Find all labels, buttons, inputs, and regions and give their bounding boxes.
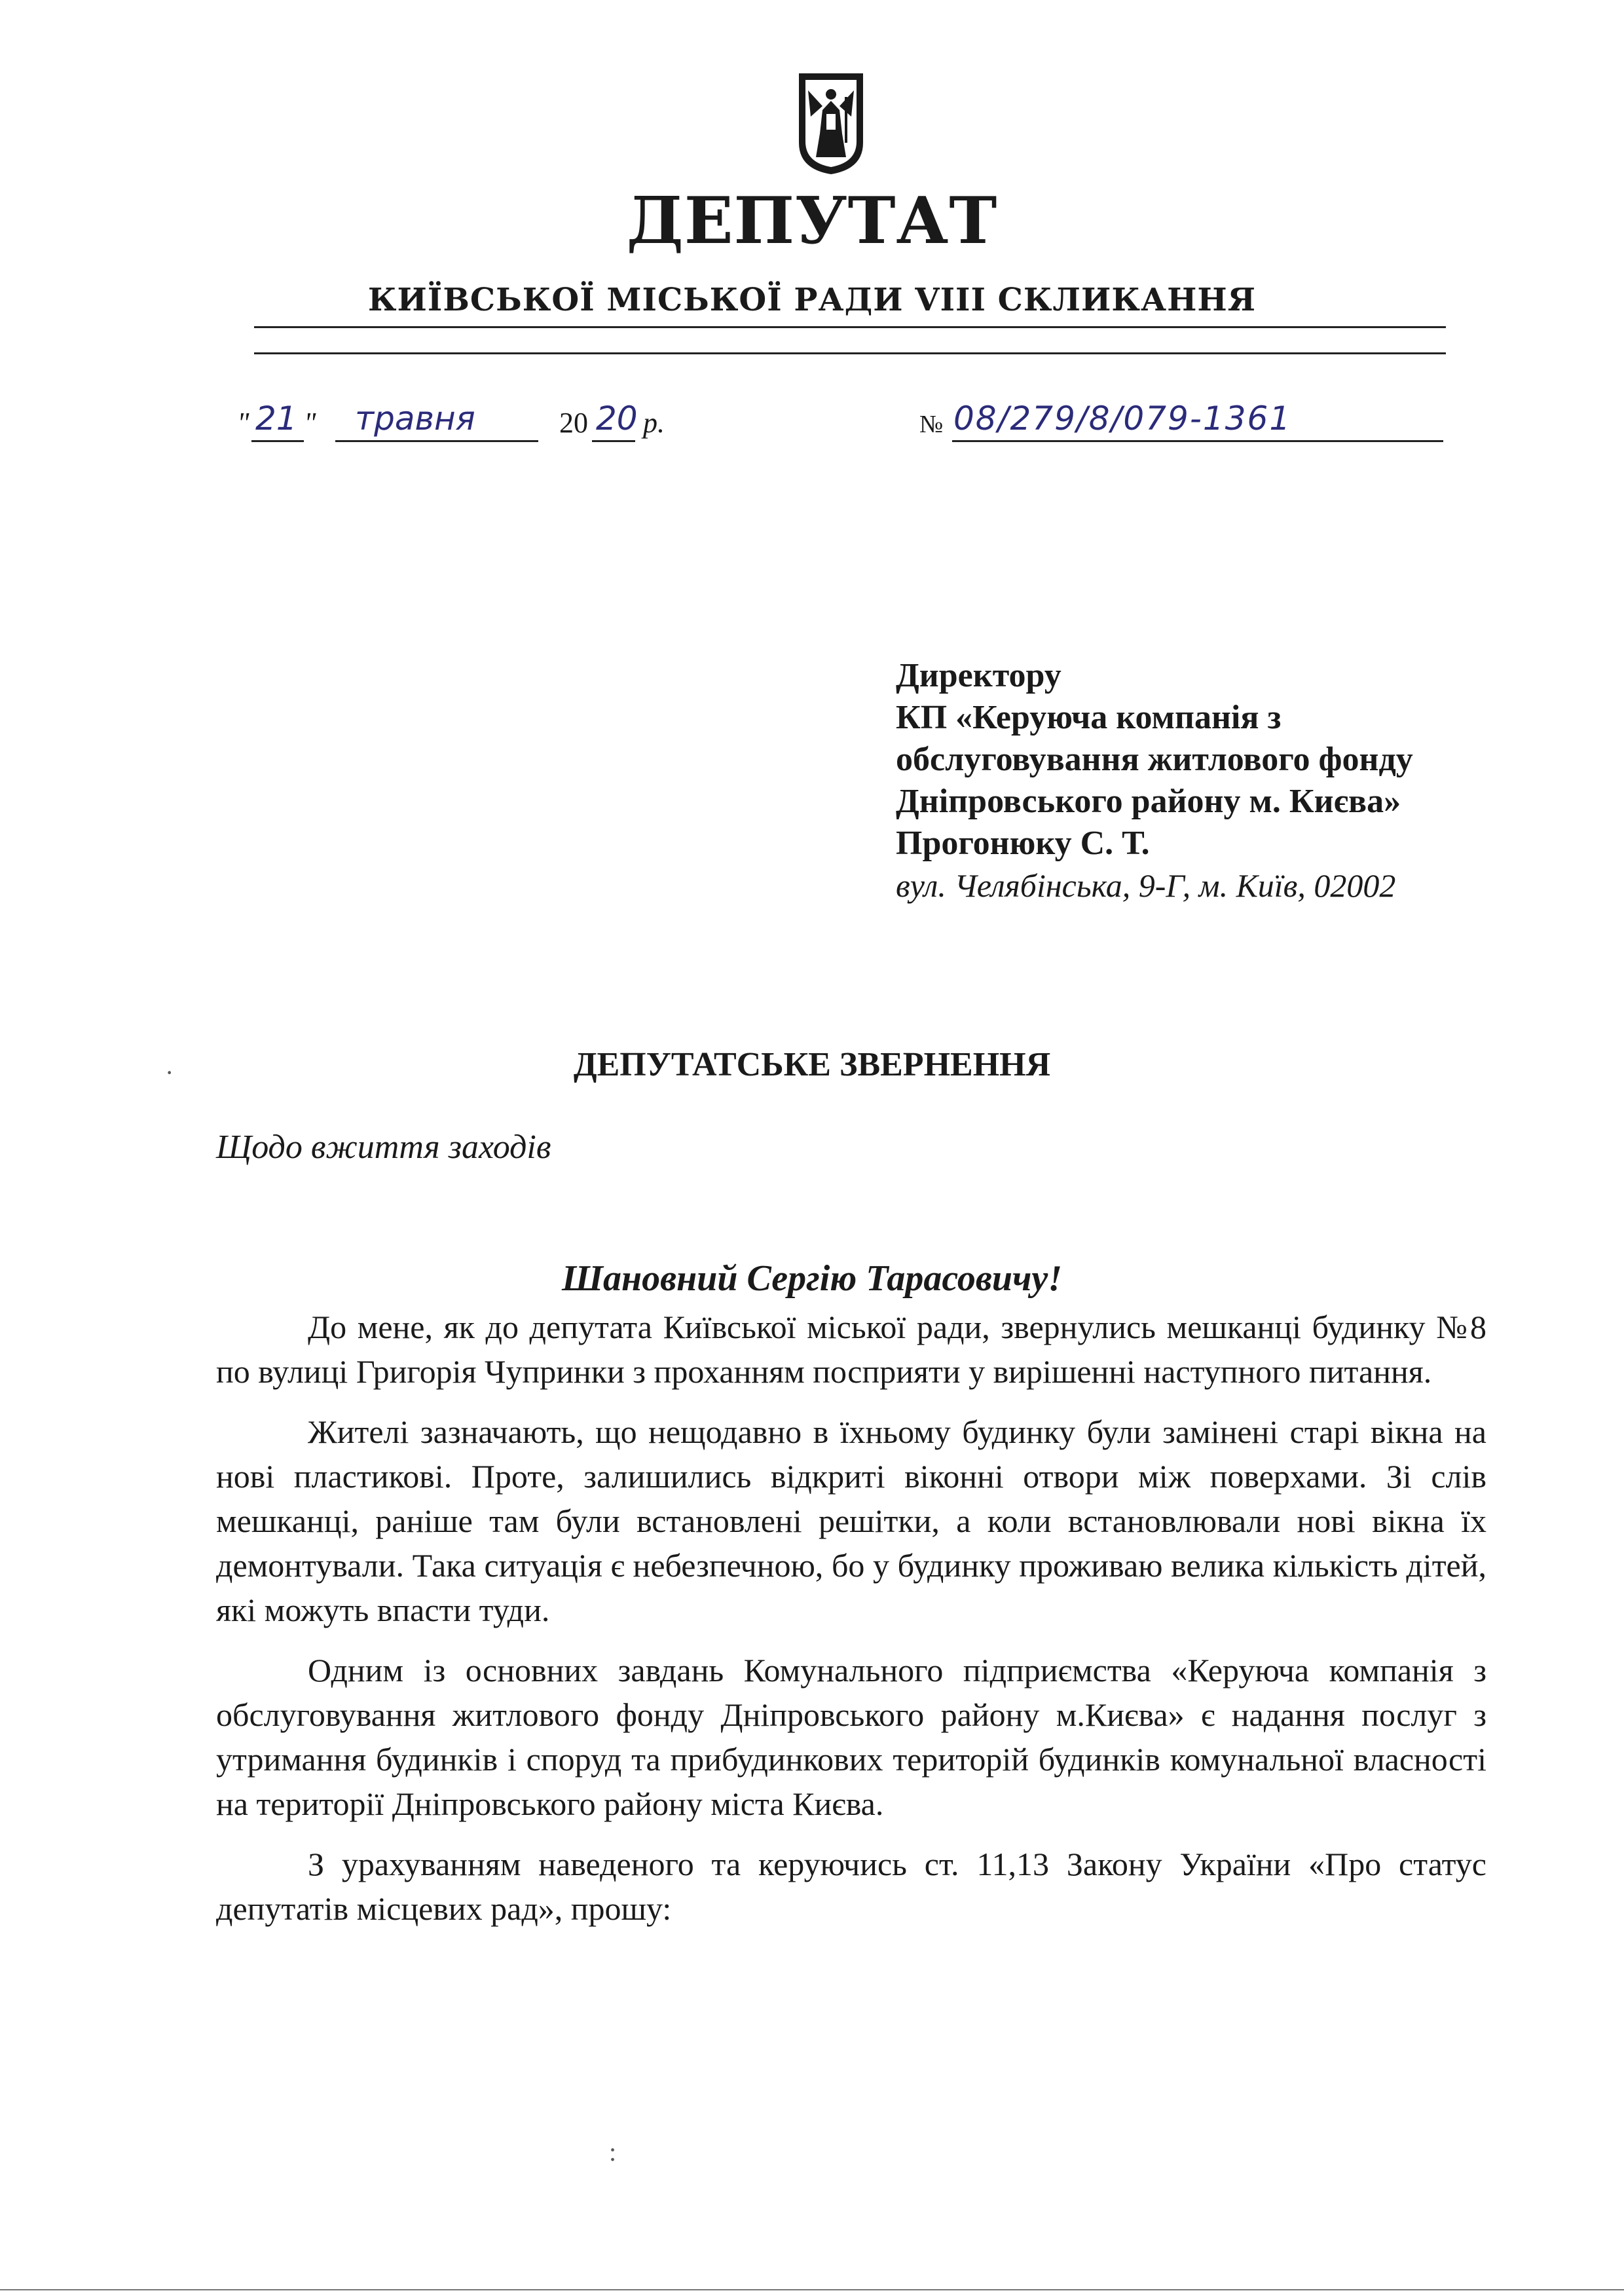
date-day-underline (251, 440, 304, 442)
kyiv-coat-of-arms-icon (796, 71, 866, 177)
addressee-line-2: КП «Керуюча компанія з (896, 699, 1282, 736)
colon-mark: : (609, 2137, 617, 2167)
date-quote-close: " (304, 407, 316, 439)
registration-date (237, 400, 735, 445)
date-year-mark: р. (643, 407, 665, 439)
letterhead-title: ДЕПУТАТ (626, 183, 998, 259)
registration-number (919, 400, 1443, 445)
addressee-line-4: Дніпровського району м. Києва» (896, 783, 1401, 820)
letter-body (216, 1305, 1486, 1947)
date-quote-open: " (237, 407, 249, 439)
addressee-line-1: Директору (896, 657, 1061, 694)
date-year-suffix: 20 (596, 400, 638, 438)
addressee-line-3: обслуговування житлового фонду (896, 741, 1413, 778)
addressee-address: вул. Челябінська, 9-Г, м. Київ, 02002 (896, 867, 1396, 904)
date-day: 21 (255, 400, 297, 438)
body-paragraph-4: З урахуванням наведеного та керуючись ст. 11,13 Закону України «Про статус депутатів місцевих рад», прошу: (216, 1846, 1486, 1927)
addressee-block (896, 655, 1590, 906)
document-subject: Щодо вжиття заходів (216, 1129, 551, 1166)
stray-dot-mark: · (165, 1058, 174, 1087)
number-sign: № (919, 411, 944, 438)
date-year-prefix: 20 (559, 407, 588, 439)
body-paragraph-2: Жителі зазначають, що нещодавно в їхньому будинку були замінені старі вікна на нові пластикові. Проте, залишились відкриті віконні отвори між поверхами. Зі слів мешканці, раніше там були встановлені решітки, а коли встановлювали нові вікна їх демонтували. Така ситуація є небезпечною, бо у будинку проживаю велика кількість дітей, які можуть впасти туди. (216, 1413, 1486, 1628)
date-year-underline (592, 440, 635, 442)
body-paragraph-3: Одним із основних завдань Комунального підприємства «Керуюча компанія з обслуговування житлового фонду Дніпровського району м.Києва» є надання послуг з утримання будинків і споруд та прибудинкових територій будинків комунальної власності на території Дніпровського району міста Києва. (216, 1652, 1486, 1822)
number-value: 08/279/8/079-1361 (953, 400, 1292, 438)
letterhead-rule-bottom (254, 352, 1446, 354)
date-month-underline (335, 440, 538, 442)
letterhead-rule-top (254, 326, 1446, 328)
letterhead-subtitle: КИЇВСЬКОЇ МІСЬКОЇ РАДИ VIII СКЛИКАННЯ (367, 282, 1257, 318)
date-month: травня (355, 400, 475, 438)
number-underline (952, 440, 1443, 442)
salutation: Шановний Сергію Тарасовичу! (561, 1258, 1063, 1299)
body-paragraph-1: До мене, як до депутата Київської міської ради, звернулись мешканці будинку №8 по вулиці Григорія Чупринки з проханням посприяти у вирішенні наступного питання. (216, 1309, 1486, 1390)
page-bottom-edge (0, 2289, 1624, 2290)
addressee-line-5: Прогонюку С. Т. (896, 825, 1150, 862)
document-heading: ДЕПУТАТСЬКЕ ЗВЕРНЕННЯ (573, 1046, 1051, 1083)
